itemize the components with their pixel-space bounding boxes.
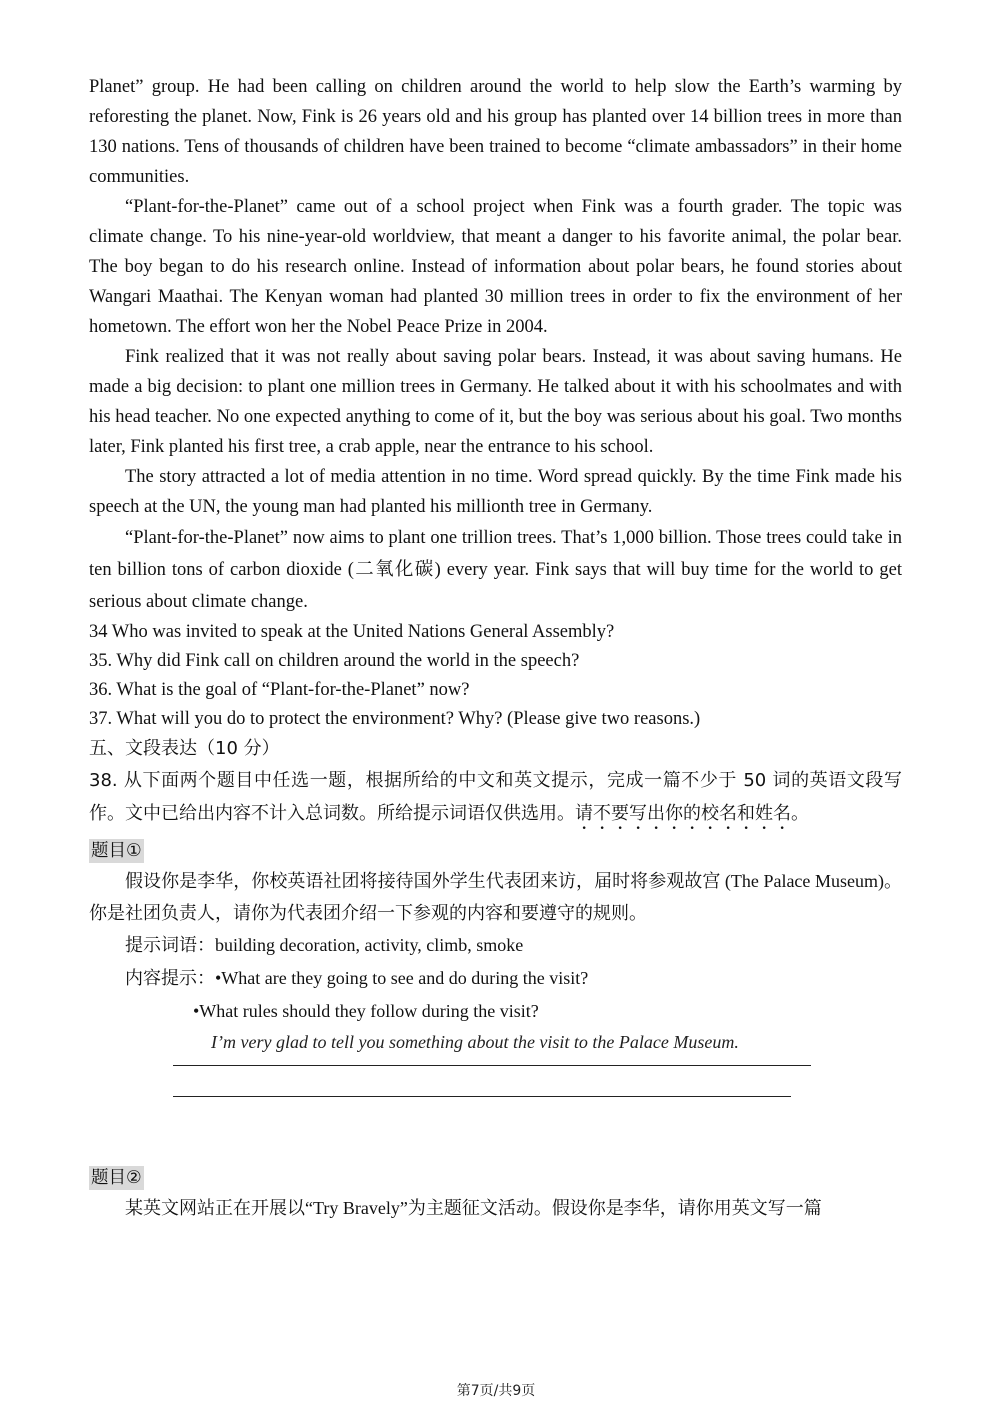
- question-38-emphasis: 请不要写出你的校名和姓名: [575, 803, 791, 824]
- topic-1-content-hint: [89, 962, 902, 995]
- passage-paragraph-3: Fink realized that it was not really about saving polar bears. Instead, it was about saving humans. He made a big decision: to plant one million trees in Germany. He talked about it with his schoolmates and with his head teacher. No one expected anything to come of it, but the boy was serious about his goal. Two months later, Fink planted his first tree, a crab apple, near the entrance to his school.: [89, 347, 902, 457]
- passage-paragraph-5: “Plant-for-the-Planet” now aims to plant one trillion trees. That’s 1,000 billion. Those trees could take in ten billion tons of carbon dioxide (二氧化碳) every year. Fink says that will buy time for the world to get serious about climate change.: [89, 528, 902, 612]
- page-content: [89, 72, 902, 1224]
- passage-paragraph-1: Planet” group. He had been calling on children around the world to help slow the Earth’s warming by reforesting the planet. Now, Fink is 26 years old and his group has planted over 14 billion trees in more than 130 nations. Tens of thousands of children have been trained to become “climate ambassadors” in their home communities.: [89, 77, 902, 187]
- question-37: 37. What will you do to protect the environment? Why? (Please give two reasons.): [89, 709, 701, 729]
- question-34: 34 Who was invited to speak at the United Nations General Assembly?: [89, 622, 615, 642]
- topic-1-starter: I’m very glad to tell you something about the visit to the Palace Museum.: [211, 1032, 739, 1052]
- content-label: 内容提示：: [125, 968, 215, 989]
- topic-2-body: 某英文网站正在开展以“Try Bravely”为主题征文活动。假设你是李华，请你用英文写一篇: [125, 1198, 822, 1218]
- passage-paragraph-2: “Plant-for-the-Planet” came out of a school project when Fink was a fourth grader. The topic was climate change. To his nine-year-old worldview, that meant a danger to his favorite animal, the polar bear. The boy began to do his research online. Instead of information about polar bears, he found stories about Wangari Maathai. The Kenyan woman had planted 30 million trees in order to fix the environment of her hometown. The effort won her the Nobel Peace Prize in 2004.: [89, 197, 902, 337]
- topic-2-tag: 题目②: [91, 1168, 142, 1188]
- section-heading: 五、文段表达（10 分）: [89, 738, 280, 759]
- passage-paragraph-4: The story attracted a lot of media attention in no time. Word spread quickly. By the time Fink made his speech at the UN, the young man had planted his millionth tree in Germany.: [89, 467, 902, 517]
- question-35: 35. Why did Fink call on children around the world in the speech?: [89, 651, 580, 671]
- topic-1-hint-words: [89, 929, 902, 962]
- topic-1-body: 假设你是李华，你校英语社团将接待国外学生代表团来访，届时将参观故宫 (The Palace Museum)。你是社团负责人，请你为代表团介绍一下参观的内容和要遵守的规则。: [89, 871, 902, 923]
- hint-label: 提示词语：: [125, 935, 215, 956]
- topic-1-tag: 题目①: [91, 841, 142, 861]
- bullet-1: •What are they going to see and do during the visit?: [215, 968, 589, 988]
- hint-words: building decoration, activity, climb, smoke: [215, 935, 524, 955]
- bullet-2: •What rules should they follow during the visit?: [193, 1001, 539, 1021]
- question-38-end: 。: [791, 803, 809, 824]
- page-footer: 第7页/共9页: [456, 1383, 536, 1399]
- question-38-text: 38. 从下面两个题目中任选一题，根据所给的中文和英文提示，完成一篇不少于 50 词的英语文段写作。文中已给出内容不计入总词数。所给提示词语仅供选用。: [89, 770, 902, 824]
- answer-line-1: [173, 1065, 811, 1066]
- question-36: 36. What is the goal of “Plant-for-the-Planet” now?: [89, 680, 470, 700]
- question-38-instructions: [89, 764, 902, 834]
